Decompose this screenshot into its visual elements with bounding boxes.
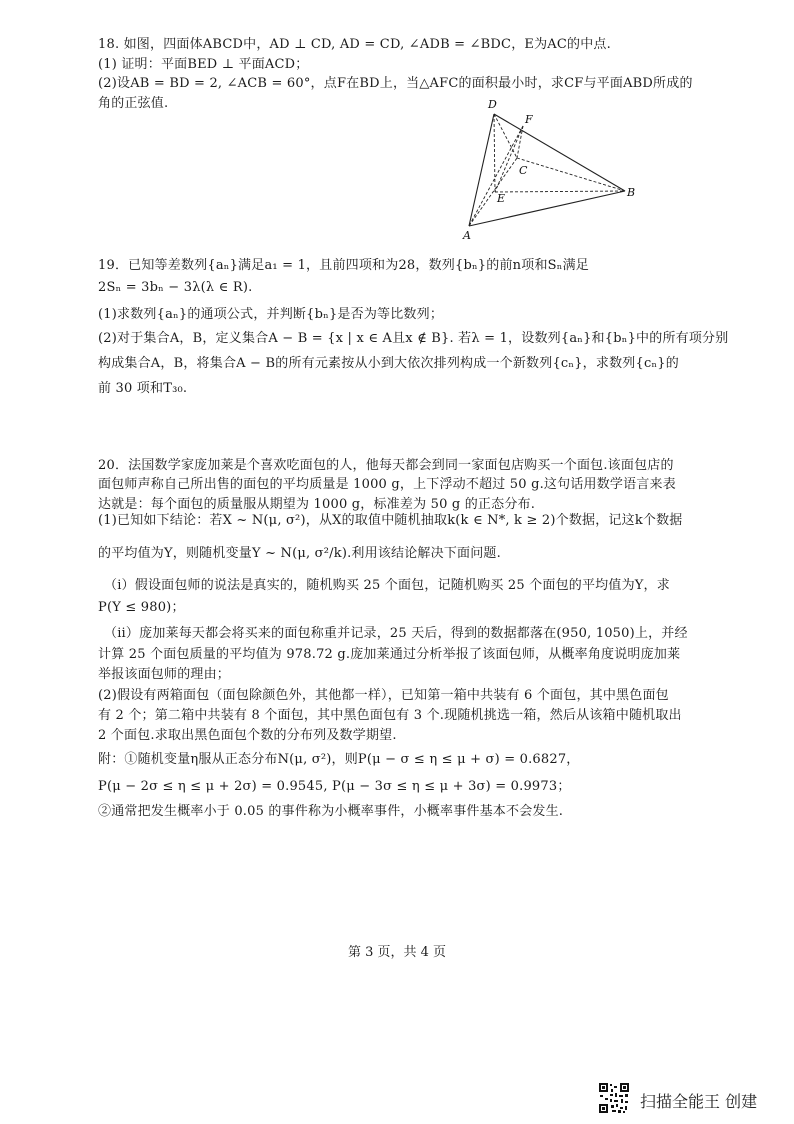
label-F: F	[525, 113, 533, 126]
q20-sub-i: （i）假设面包师的说法是真实的，随机购买 25 个面包，记随机购买 25 个面包的平均值为Y，求	[104, 578, 670, 593]
q20-sub-ii: （ii）庞加莱每天都会将买来的面包称重并记录，25 天后，得到的数据都落在(950, 1050)上，并经	[104, 626, 688, 641]
q20-sub-ii-cont1: 计算 25 个面包质量的平均值为 978.72 g.庞加莱通过分析举报了该面包师，从概率角度说明庞加莱	[98, 647, 681, 662]
q18-part2-cont: 角的正弦值.	[98, 96, 169, 111]
q19-part2-cont1: 构成集合A，B，将集合A − B的所有元素按从小到大依次排列构成一个新数列{cₙ}，求数列{cₙ}的	[98, 356, 679, 371]
label-A: A	[463, 229, 471, 242]
q19-part2-cont2: 前 30 项和T₃₀.	[98, 381, 188, 396]
q18-part1: (1) 证明：平面BED ⊥ 平面ACD；	[98, 57, 309, 72]
tetrahedron-figure	[455, 96, 645, 242]
q20-part1: (1)已知如下结论：若X ~ N(μ, σ²)，从X的取值中随机抽取k(k ∈ N*, k ≥ 2)个数据，记这k个数据	[98, 513, 683, 528]
q20-appendix-1: 附：①随机变量η服从正态分布N(μ, σ²)，则P(μ − σ ≤ η ≤ μ + σ) = 0.6827，	[98, 752, 580, 767]
q20-stem-cont2: 达就是：每个面包的质量服从期望为 1000 g，标准差为 50 g 的正态分布.	[98, 497, 536, 512]
q20-part2: (2)假设有两箱面包（面包除颜色外，其他都一样），已知第一箱中共装有 6 个面包，其中黑色面包	[98, 688, 669, 703]
qr-code-icon	[598, 1082, 630, 1114]
edge-EB	[495, 191, 625, 192]
q20-appendix-2: ②通常把发生概率小于 0.05 的事件称为小概率事件，小概率事件基本不会发生.	[98, 804, 564, 819]
edge-DA	[469, 114, 494, 226]
q19-stem: 19．已知等差数列{aₙ}满足a₁ = 1，且前四项和为28，数列{bₙ}的前n项和Sₙ满足	[98, 258, 589, 273]
scanner-brand-text: 扫描全能王 创建	[640, 1092, 758, 1111]
edge-CB	[517, 158, 625, 191]
q20-appendix-1-cont: P(μ − 2σ ≤ η ≤ μ + 2σ) = 0.9545, P(μ − 3σ ≤ η ≤ μ + 3σ) = 0.9973；	[98, 779, 571, 794]
q19-stem-cont: 2Sₙ = 3bₙ − 3λ(λ ∈ R).	[98, 280, 253, 295]
label-B: B	[627, 186, 636, 199]
q18-part2: (2)设AB = BD = 2, ∠ACB = 60°，点F在BD上，当△AFC的面积最小时，求CF与平面ABD所成的	[98, 76, 693, 91]
page-number: 第 3 页，共 4 页	[347, 945, 447, 960]
label-E: E	[497, 192, 506, 205]
q19-part2: (2)对于集合A，B，定义集合A − B = {x | x ∈ A且x ∉ B}. 若λ = 1，设数列{aₙ}和{bₙ}中的所有项分别	[98, 331, 729, 346]
edge-DB	[494, 114, 625, 191]
label-C: C	[519, 164, 528, 177]
q20-part2-cont2: 2 个面包.求取出黑色面包个数的分布列及数学期望.	[98, 728, 397, 743]
q20-part1-cont: 的平均值为Y，则随机变量Y ~ N(μ, σ²/k).利用该结论解决下面问题.	[98, 546, 501, 561]
q18-stem: 18. 如图，四面体ABCD中，AD ⊥ CD, AD = CD, ∠ADB = ∠BDC，E为AC的中点.	[98, 37, 611, 52]
q19-part1: (1)求数列{aₙ}的通项公式，并判断{bₙ}是否为等比数列；	[98, 307, 444, 322]
q20-sub-i-cont: P(Y ≤ 980)；	[98, 600, 185, 615]
q20-part2-cont1: 有 2 个；第二箱中共装有 8 个面包，其中黑色面包有 3 个.现随机挑选一箱，然后从该箱中随机取出	[98, 708, 682, 723]
edge-FA	[469, 126, 523, 226]
label-D: D	[488, 98, 497, 111]
q20-stem-cont1: 面包师声称自己所出售的面包的平均质量是 1000 g，上下浮动不超过 50 g.这句话用数学语言来表	[98, 477, 676, 492]
edge-AB	[469, 191, 625, 226]
q20-sub-ii-cont2: 举报该面包师的理由；	[98, 667, 231, 682]
q20-stem: 20．法国数学家庞加莱是个喜欢吃面包的人，他每天都会到同一家面包店购买一个面包.该面包店的	[98, 458, 674, 473]
